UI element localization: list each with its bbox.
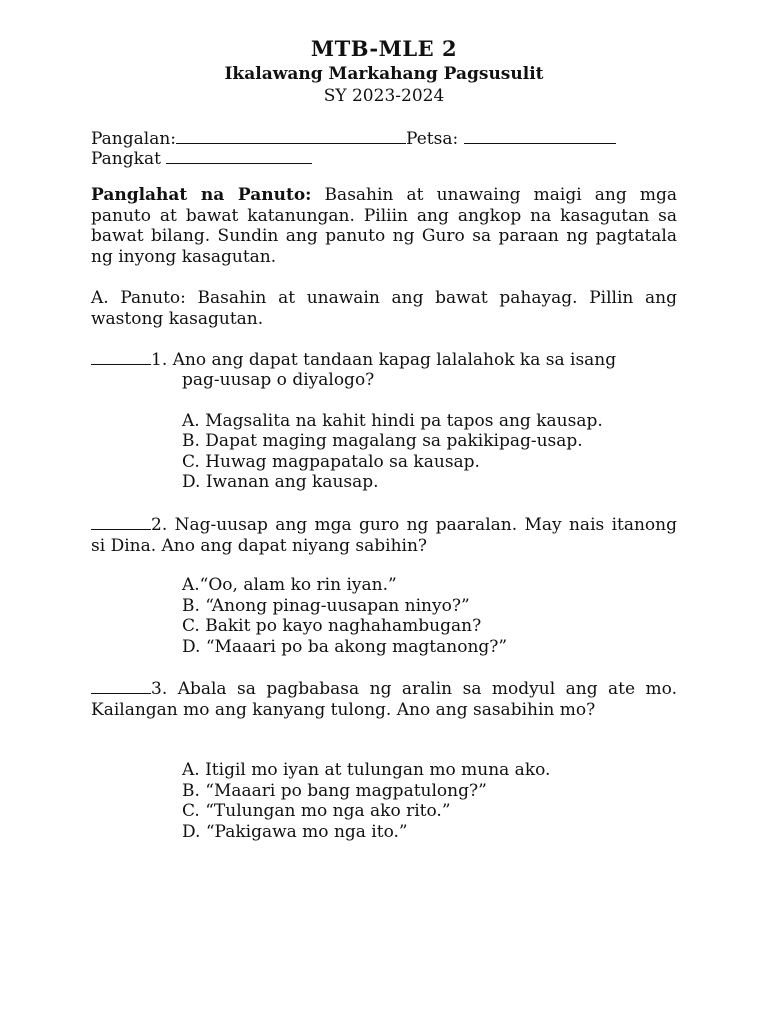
question-text-1-cont: pag-uusap o diyalogo? bbox=[182, 370, 375, 390]
section-blank[interactable] bbox=[166, 148, 312, 164]
question-1 bbox=[91, 349, 677, 371]
question-2 bbox=[91, 514, 677, 556]
name-label: Pangalan: bbox=[91, 129, 177, 149]
part-a-instructions: A. Panuto: Basahin at unawain ang bawat pahayag. Pillin ang wastong kasagutan. bbox=[91, 288, 677, 329]
general-instructions-text: Basahin at unawaing maigi ang mga panuto at bawat katanungan. Piliin ang angkop na kasagutan sa bawat bilang. Sundin ang panuto ng Guro sa paraan ng pagtatala ng inyong kasagutan. bbox=[91, 185, 677, 267]
q2-option-d[interactable]: D. “Maaari po ba akong magtanong?” bbox=[182, 637, 508, 657]
question-number-1: 1. bbox=[151, 350, 168, 370]
date-label: Petsa: bbox=[406, 129, 459, 149]
q3-option-c[interactable]: C. “Tulungan mo nga ako rito.” bbox=[182, 801, 451, 821]
q2-option-a[interactable]: A.“Oo, alam ko rin iyan.” bbox=[182, 575, 397, 595]
section-label: Pangkat bbox=[91, 149, 161, 169]
school-year: SY 2023-2024 bbox=[323, 86, 445, 106]
q3-option-d[interactable]: D. “Pakigawa mo nga ito.” bbox=[182, 822, 408, 842]
q2-option-b[interactable]: B. “Anong pinag-uusapan ninyo?” bbox=[182, 596, 470, 616]
q3-option-a[interactable]: A. Itigil mo iyan at tulungan mo muna ako. bbox=[182, 760, 551, 780]
q1-option-d[interactable]: D. Iwanan ang kausap. bbox=[182, 472, 379, 492]
name-date-row bbox=[91, 128, 616, 149]
answer-blank-2[interactable] bbox=[91, 514, 151, 530]
date-blank[interactable] bbox=[464, 128, 616, 144]
question-text-1: Ano ang dapat tandaan kapag lalalahok ka sa isang bbox=[167, 350, 617, 370]
q2-option-c[interactable]: C. Bakit po kayo naghahambugan? bbox=[182, 616, 482, 636]
answer-blank-3[interactable] bbox=[91, 678, 151, 694]
q3-option-b[interactable]: B. “Maaari po bang magpatulong?” bbox=[182, 781, 487, 801]
question-number-2: 2. bbox=[151, 515, 168, 535]
question-3 bbox=[91, 678, 677, 720]
question-text-2: Nag-uusap ang mga guro ng paaralan. May nais itanong si Dina. Ano ang dapat niyang sabihin? bbox=[91, 515, 677, 556]
document-subtitle: Ikalawang Markahang Pagsusulit bbox=[224, 64, 544, 84]
name-blank[interactable] bbox=[176, 128, 406, 144]
question-text-3: Abala sa pagbabasa ng aralin sa modyul ang ate mo. Kailangan mo ang kanyang tulong. Ano ang sasabihin mo? bbox=[91, 679, 677, 720]
q1-option-a[interactable]: A. Magsalita na kahit hindi pa tapos ang kausap. bbox=[182, 411, 603, 431]
document-title: MTB-MLE 2 bbox=[310, 36, 458, 61]
section-row bbox=[91, 148, 312, 169]
q1-option-c[interactable]: C. Huwag magpapatalo sa kausap. bbox=[182, 452, 480, 472]
question-number-3: 3. bbox=[151, 679, 168, 699]
general-instructions-label: Panglahat na Panuto: bbox=[91, 185, 312, 205]
q1-option-b[interactable]: B. Dapat maging magalang sa pakikipag-usap. bbox=[182, 431, 583, 451]
general-instructions bbox=[91, 185, 677, 267]
answer-blank-1[interactable] bbox=[91, 349, 151, 365]
